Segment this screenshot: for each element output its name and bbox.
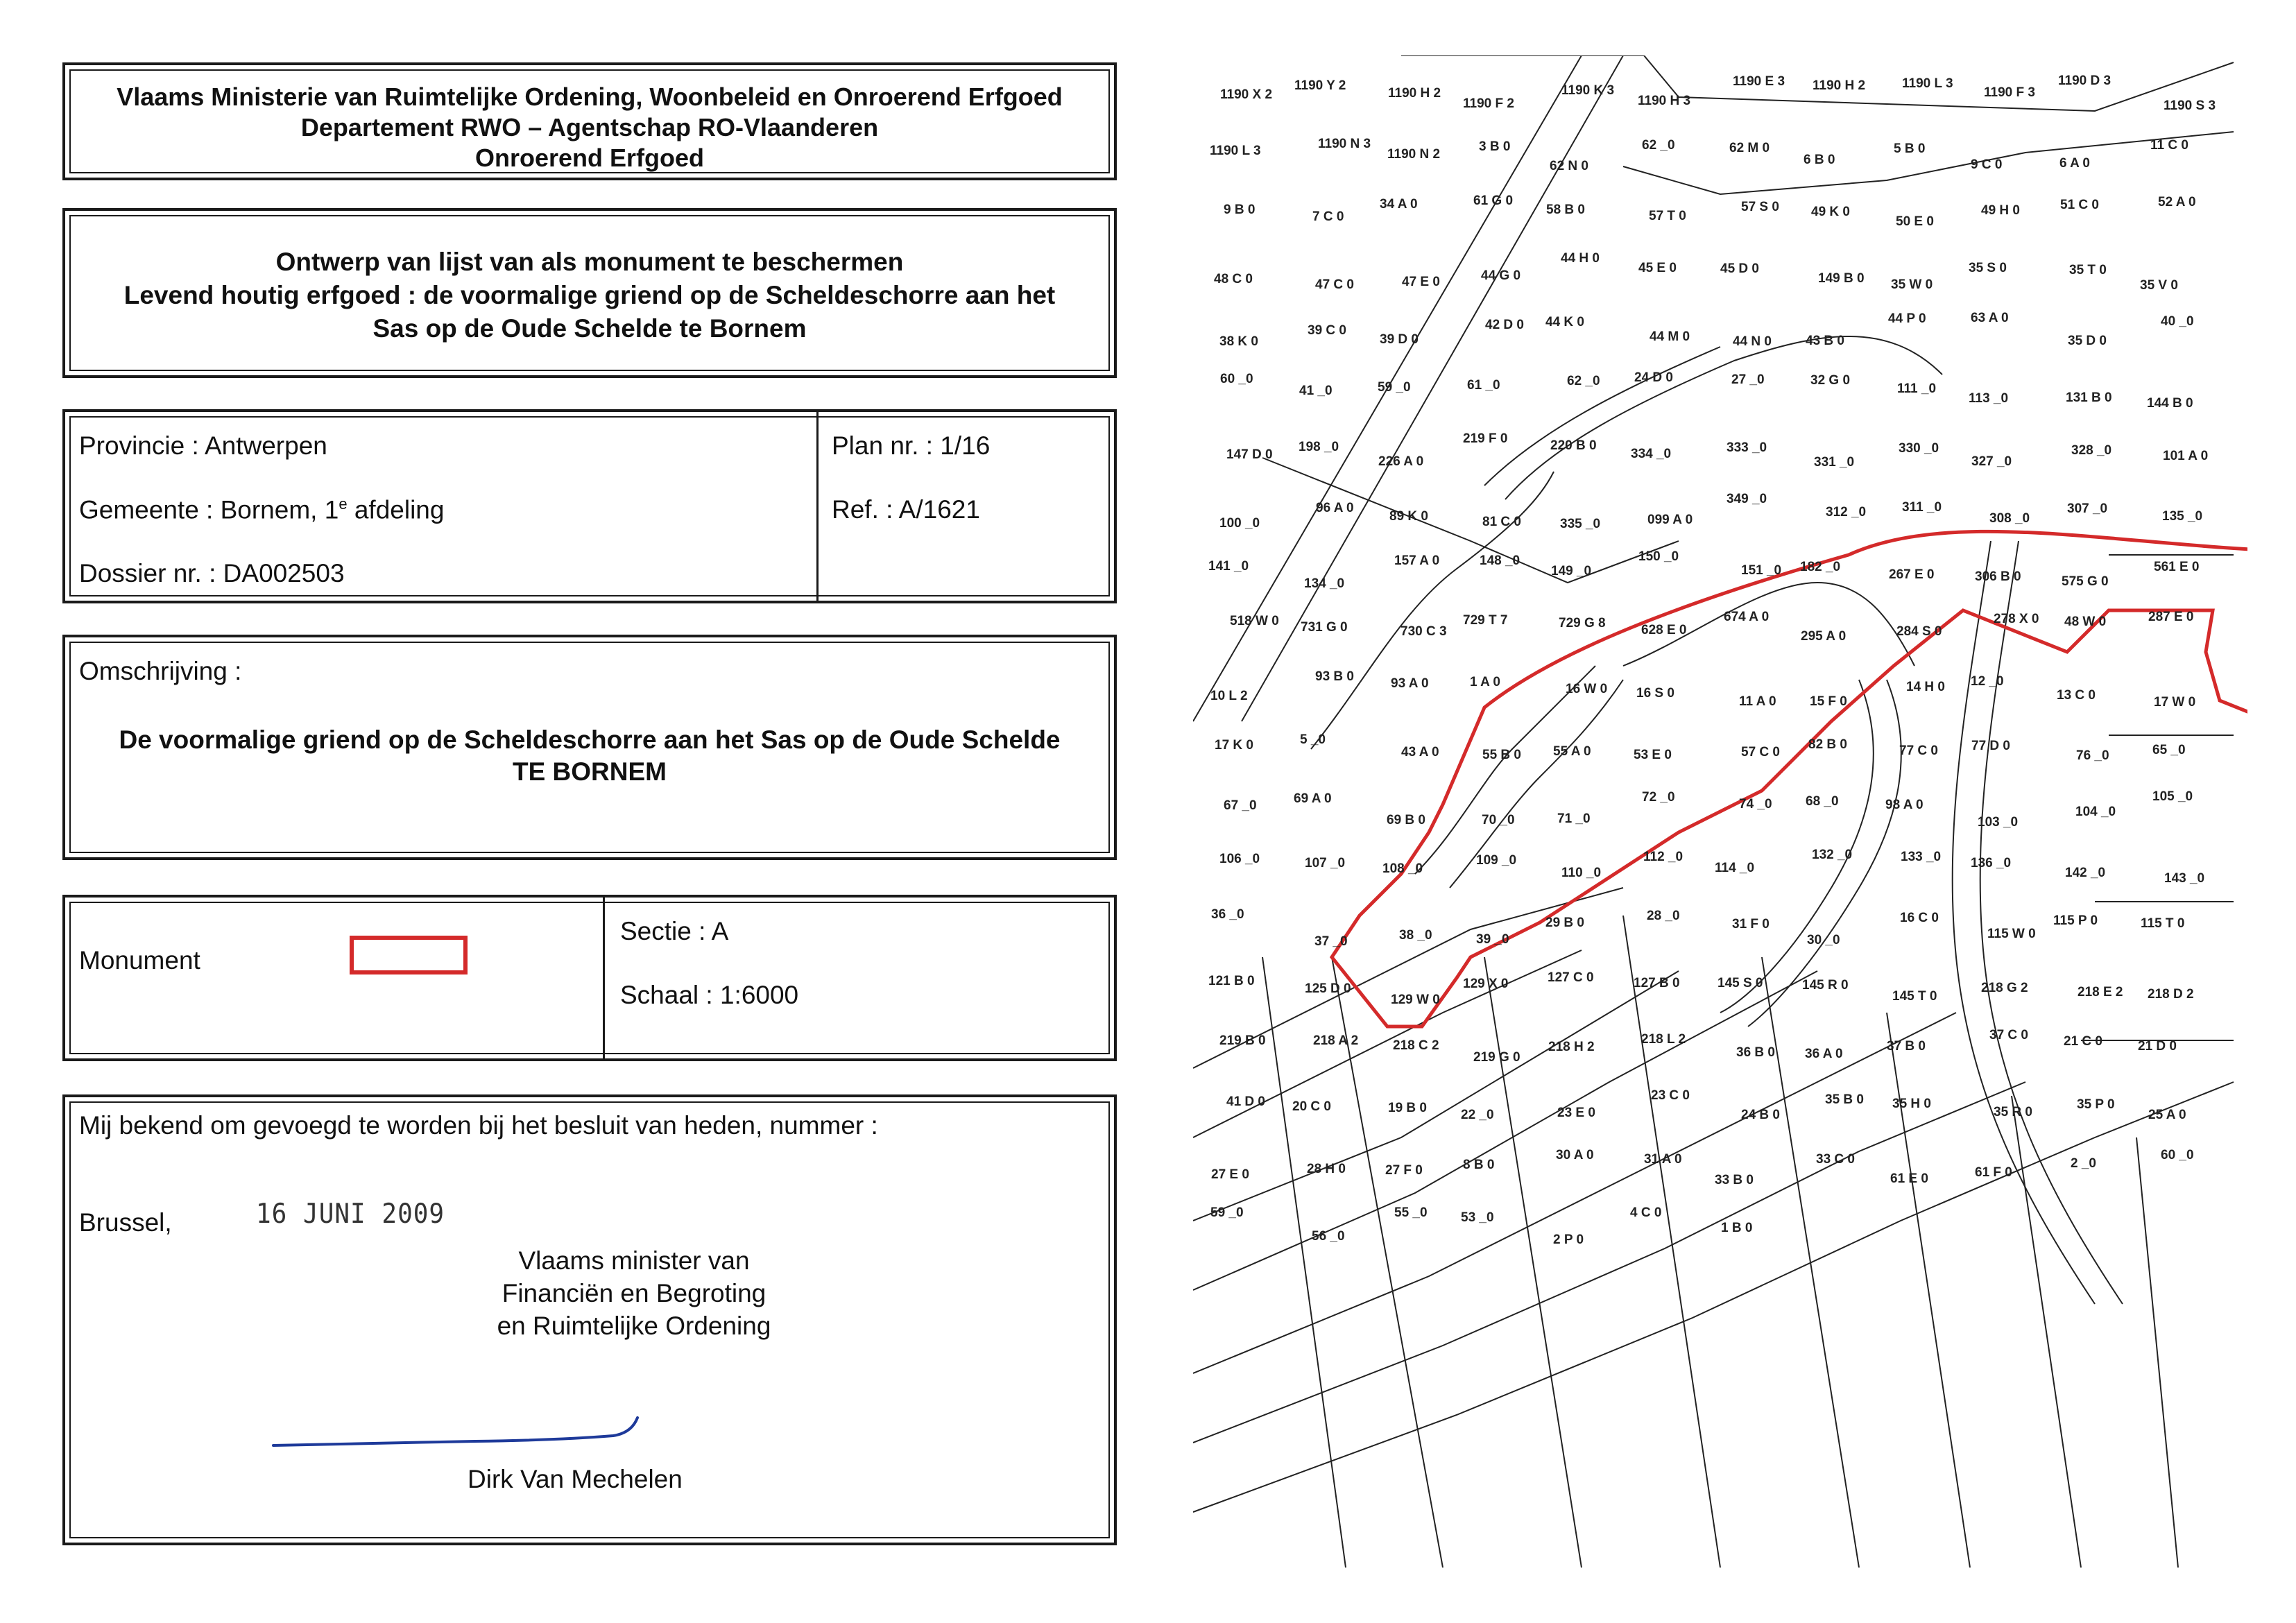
parcel-label: 25 A 0 xyxy=(2148,1108,2186,1122)
parcel-label: 36 B 0 xyxy=(1736,1045,1775,1060)
legend-divider xyxy=(603,898,605,1058)
parcel-label: 44 K 0 xyxy=(1545,315,1584,329)
monument-label: Monument xyxy=(79,946,200,974)
parcel-label: 150 _0 xyxy=(1638,549,1679,564)
parcel-label: 311 _0 xyxy=(1902,500,1942,515)
parcel-label: 1190 D 3 xyxy=(2058,74,2111,88)
parcel-label: 62 M 0 xyxy=(1729,141,1770,155)
parcel-label: 1190 S 3 xyxy=(2164,98,2216,113)
parcel-label: 41 _0 xyxy=(1299,384,1333,398)
parcel-label: 33 B 0 xyxy=(1715,1173,1754,1187)
parcel-label: 31 A 0 xyxy=(1644,1152,1682,1167)
gemeente-sup: e xyxy=(339,495,348,513)
parcel-label: 1190 Y 2 xyxy=(1294,78,1346,93)
parcel-label: 51 C 0 xyxy=(2060,198,2099,212)
dossier-field: Dossier nr. : DA002503 xyxy=(79,559,345,587)
parcel-label: 131 B 0 xyxy=(2066,390,2112,405)
parcel-label: 76 _0 xyxy=(2076,748,2109,763)
approval-statement: Mij bekend om gevoegd te worden bij het besluit van heden, nummer : xyxy=(79,1111,878,1140)
parcel-label: 2 _0 xyxy=(2071,1156,2096,1171)
parcel-label: 45 E 0 xyxy=(1638,261,1677,275)
parcel-label: 55 B 0 xyxy=(1482,748,1521,762)
parcel-label: 5 _0 xyxy=(1300,732,1326,747)
parcel-label: 56 _0 xyxy=(1312,1229,1345,1244)
parcel-label: 69 A 0 xyxy=(1294,791,1332,806)
parcel-label: 729 G 8 xyxy=(1559,616,1606,630)
parcel-label: 147 D 0 xyxy=(1226,447,1273,462)
parcel-label: 48 W 0 xyxy=(2064,615,2107,629)
parcel-label: 278 X 0 xyxy=(1994,612,2039,626)
parcel-label: 115 P 0 xyxy=(2053,913,2098,928)
parcel-label: 9 B 0 xyxy=(1224,203,1256,217)
parcel-label: 62 _0 xyxy=(1642,138,1675,153)
parcel-label: 70 _0 xyxy=(1482,813,1515,827)
parcel-label: 60 _0 xyxy=(2161,1148,2194,1162)
parcel-label: 28 H 0 xyxy=(1307,1162,1346,1176)
description-text xyxy=(65,724,1114,788)
parcel-label: 218 D 2 xyxy=(2148,987,2194,1002)
parcel-label: 53 E 0 xyxy=(1634,748,1672,762)
parcel-label: 331 _0 xyxy=(1814,455,1855,470)
parcel-label: 1190 H 3 xyxy=(1638,94,1691,108)
parcel-label: 15 F 0 xyxy=(1810,694,1847,709)
gemeente-field xyxy=(79,495,444,524)
parcel-label: 134 _0 xyxy=(1304,576,1345,591)
parcel-label: 45 D 0 xyxy=(1720,261,1759,276)
parcel-label: 219 F 0 xyxy=(1463,431,1508,446)
parcel-label: 60 _0 xyxy=(1220,372,1253,386)
minister-line3: en Ruimtelijke Ordening xyxy=(497,1312,771,1340)
parcel-label: 82 B 0 xyxy=(1808,737,1847,752)
agency-title: Onroerend Erfgoed xyxy=(474,144,705,172)
parcel-label: 1190 F 3 xyxy=(1984,85,2035,100)
parcel-label: 35 W 0 xyxy=(1891,277,1933,292)
parcel-label: 099 A 0 xyxy=(1647,513,1693,527)
parcel-label: 69 B 0 xyxy=(1387,813,1425,827)
parcel-label: 9 C 0 xyxy=(1971,157,2003,172)
parcel-label: 4 C 0 xyxy=(1630,1205,1662,1220)
parcel-label: 151 _0 xyxy=(1741,563,1782,578)
parcel-label: 149 B 0 xyxy=(1818,271,1865,286)
parcel-label: 41 D 0 xyxy=(1226,1094,1265,1109)
parcel-label: 59 _0 xyxy=(1378,380,1411,395)
date-stamp: 16 JUNI 2009 xyxy=(256,1198,445,1230)
parcel-label: 38 K 0 xyxy=(1219,334,1258,349)
parcel-label: 11 C 0 xyxy=(2150,138,2188,153)
parcel-label: 135 _0 xyxy=(2162,509,2203,524)
parcel-label: 59 _0 xyxy=(1210,1205,1244,1220)
parcel-label: 57 T 0 xyxy=(1649,209,1686,223)
parcel-label: 129 W 0 xyxy=(1391,993,1440,1007)
parcel-label: 1190 X 2 xyxy=(1220,87,1273,102)
parcel-label: 113 _0 xyxy=(1969,391,2009,406)
project-title-line1: Ontwerp van lijst van als monument te beschermen xyxy=(275,248,904,276)
parcel-label: 35 S 0 xyxy=(1969,261,2007,275)
parcel-label: 730 C 3 xyxy=(1400,624,1447,639)
parcel-label: 127 C 0 xyxy=(1548,970,1594,985)
parcel-label: 110 _0 xyxy=(1561,866,1602,880)
parcel-labels xyxy=(1208,74,2216,1247)
parcel-label: 55 _0 xyxy=(1394,1205,1428,1220)
parcel-label: 77 D 0 xyxy=(1971,739,2010,753)
parcel-label: 10 L 2 xyxy=(1210,689,1248,703)
parcel-label: 218 H 2 xyxy=(1548,1040,1595,1054)
parcel-label: 148 _0 xyxy=(1480,553,1520,568)
parcel-label: 52 A 0 xyxy=(2158,195,2196,209)
parcel-label: 58 B 0 xyxy=(1546,203,1585,217)
ref-field: Ref. : A/1621 xyxy=(832,495,980,524)
parcel-label: 21 D 0 xyxy=(2138,1039,2177,1054)
parcel-label: 308 _0 xyxy=(1989,511,2030,526)
parcel-label: 16 W 0 xyxy=(1566,682,1608,696)
parcel-label: 127 B 0 xyxy=(1634,976,1680,990)
parcel-label: 67 _0 xyxy=(1224,798,1257,813)
monument-boundary xyxy=(1332,531,2247,1027)
parcel-label: 112 _0 xyxy=(1643,850,1684,864)
parcel-label: 37 B 0 xyxy=(1887,1039,1926,1054)
description-line2: TE BORNEM xyxy=(513,757,667,786)
parcel-label: 23 E 0 xyxy=(1557,1106,1595,1120)
parcel-label: 108 _0 xyxy=(1382,861,1423,876)
parcel-label: 81 C 0 xyxy=(1482,515,1521,529)
parcel-label: 11 A 0 xyxy=(1739,694,1776,709)
parcel-label: 65 _0 xyxy=(2152,743,2186,757)
sectie-field: Sectie : A xyxy=(620,917,729,945)
parcel-label: 72 _0 xyxy=(1642,790,1675,805)
parcel-label: 674 A 0 xyxy=(1724,610,1770,624)
parcel-label: 43 A 0 xyxy=(1401,745,1439,759)
parcel-label: 198 _0 xyxy=(1299,440,1339,454)
parcel-label: 226 A 0 xyxy=(1378,454,1424,469)
parcel-label: 7 C 0 xyxy=(1312,209,1344,224)
parcel-label: 3 B 0 xyxy=(1479,139,1511,154)
parcel-label: 12 _0 xyxy=(1971,674,2004,689)
parcel-label: 44 P 0 xyxy=(1888,311,1926,326)
parcel-label: 57 S 0 xyxy=(1741,200,1779,214)
parcel-label: 30 _0 xyxy=(1807,933,1840,947)
parcel-label: 29 B 0 xyxy=(1545,916,1584,930)
parcel-label: 109 _0 xyxy=(1476,853,1517,868)
parcel-label: 13 C 0 xyxy=(2057,688,2096,703)
parcel-label: 1 B 0 xyxy=(1721,1221,1753,1235)
plan-field: Plan nr. : 1/16 xyxy=(832,431,991,460)
parcel-label: 61 E 0 xyxy=(1890,1171,1928,1186)
parcel-label: 349 _0 xyxy=(1727,492,1767,506)
parcel-label: 157 A 0 xyxy=(1394,553,1440,568)
parcel-label: 575 G 0 xyxy=(2062,574,2109,589)
parcel-label: 35 T 0 xyxy=(2069,263,2107,277)
parcel-label: 267 E 0 xyxy=(1889,567,1935,582)
parcel-label: 35 H 0 xyxy=(1892,1097,1931,1111)
parcel-label: 55 A 0 xyxy=(1553,744,1591,759)
parcel-label: 1 A 0 xyxy=(1470,675,1501,689)
parcel-label: 62 _0 xyxy=(1567,374,1600,388)
parcel-label: 40 _0 xyxy=(2161,314,2194,329)
parcel-label: 219 B 0 xyxy=(1219,1033,1266,1048)
parcel-label: 34 A 0 xyxy=(1380,197,1418,212)
gemeente-text: Gemeente : Bornem, 1 xyxy=(79,495,339,524)
parcel-label: 61 G 0 xyxy=(1473,194,1514,208)
parcel-label: 27 _0 xyxy=(1731,372,1765,387)
parcel-label: 141 _0 xyxy=(1208,559,1249,574)
parcel-label: 145 S 0 xyxy=(1717,976,1763,990)
parcel-label: 143 _0 xyxy=(2164,871,2205,886)
parcel-label: 100 _0 xyxy=(1219,516,1260,531)
parcel-label: 1190 E 3 xyxy=(1733,74,1785,89)
cadastral-map xyxy=(1193,55,2247,1568)
parcel-label: 61 _0 xyxy=(1467,378,1500,393)
parcel-label: 1190 L 3 xyxy=(1902,76,1953,91)
parcel-label: 2 P 0 xyxy=(1553,1233,1584,1247)
parcel-label: 42 D 0 xyxy=(1485,318,1524,332)
parcel-label: 48 C 0 xyxy=(1214,272,1253,286)
parcel-label: 63 A 0 xyxy=(1971,311,2009,325)
parcel-label: 125 D 0 xyxy=(1305,981,1351,996)
parcel-label: 284 S 0 xyxy=(1896,624,1942,639)
parcel-label: 57 C 0 xyxy=(1741,745,1780,759)
header-box xyxy=(62,62,1117,180)
signature xyxy=(266,1402,655,1458)
parcel-label: 1190 N 2 xyxy=(1387,147,1441,162)
parcel-label: 17 W 0 xyxy=(2154,695,2196,710)
parcel-label: 8 B 0 xyxy=(1463,1158,1495,1172)
parcel-label: 334 _0 xyxy=(1631,447,1672,461)
description-line1: De voormalige griend op de Scheldeschorre aan het Sas op de Oude Schelde xyxy=(119,725,1061,754)
parcel-label: 96 A 0 xyxy=(1316,501,1354,515)
parcel-label: 16 C 0 xyxy=(1900,911,1939,925)
parcel-label: 30 A 0 xyxy=(1556,1148,1594,1162)
parcel-label: 628 E 0 xyxy=(1641,623,1687,637)
parcel-label: 44 M 0 xyxy=(1650,329,1690,344)
parcel-label: 36 _0 xyxy=(1211,907,1244,922)
parcel-label: 307 _0 xyxy=(2067,501,2108,516)
parcel-label: 518 W 0 xyxy=(1230,614,1279,628)
parcel-label: 115 W 0 xyxy=(1987,927,2036,941)
legend-box xyxy=(62,895,1117,1061)
parcel-label: 71 _0 xyxy=(1557,812,1591,826)
parcel-label: 22 _0 xyxy=(1461,1108,1494,1122)
parcel-label: 115 T 0 xyxy=(2141,916,2185,931)
parcel-label: 218 C 2 xyxy=(1393,1038,1439,1053)
parcel-label: 62 N 0 xyxy=(1550,159,1588,173)
parcel-label: 89 K 0 xyxy=(1389,509,1428,524)
parcel-label: 44 G 0 xyxy=(1481,268,1521,283)
parcel-label: 1190 H 2 xyxy=(1813,78,1866,93)
minister-title xyxy=(391,1244,877,1342)
description-label: Omschrijving : xyxy=(79,657,242,685)
parcel-label: 218 A 2 xyxy=(1313,1033,1359,1048)
gemeente-afdeling: afdeling xyxy=(347,495,445,524)
parcel-label: 312 _0 xyxy=(1826,505,1867,519)
parcel-label: 27 F 0 xyxy=(1385,1163,1423,1178)
parcel-label: 98 A 0 xyxy=(1885,798,1924,812)
parcel-label: 327 _0 xyxy=(1971,454,2012,469)
parcel-label: 47 E 0 xyxy=(1402,275,1440,289)
parcel-label: 1190 F 2 xyxy=(1463,96,1514,111)
minister-name: Dirk Van Mechelen xyxy=(468,1465,683,1493)
parcel-label: 1190 N 3 xyxy=(1318,137,1371,151)
parcel-label: 44 N 0 xyxy=(1733,334,1772,349)
parcel-label: 50 E 0 xyxy=(1896,214,1934,229)
parcel-label: 39 C 0 xyxy=(1308,323,1346,338)
parcel-label: 111 _0 xyxy=(1897,381,1937,396)
schaal-field: Schaal : 1:6000 xyxy=(620,981,799,1009)
parcel-label: 6 B 0 xyxy=(1804,153,1835,167)
parcel-label: 218 E 2 xyxy=(2077,985,2123,999)
project-box xyxy=(62,208,1117,378)
parcel-label: 24 B 0 xyxy=(1741,1108,1780,1122)
parcel-label: 27 E 0 xyxy=(1211,1167,1249,1182)
parcel-label: 1190 K 3 xyxy=(1561,83,1615,98)
parcel-label: 39 _0 xyxy=(1476,932,1509,947)
parcel-label: 333 _0 xyxy=(1727,440,1767,455)
parcel-label: 145 T 0 xyxy=(1892,989,1937,1004)
parcel-label: 220 B 0 xyxy=(1550,438,1597,453)
parcel-label: 23 C 0 xyxy=(1651,1088,1690,1103)
parcel-label: 61 F 0 xyxy=(1975,1165,2012,1180)
parcel-label: 145 R 0 xyxy=(1802,978,1849,993)
parcel-label: 144 B 0 xyxy=(2147,396,2193,411)
parcel-label: 218 L 2 xyxy=(1641,1032,1686,1047)
provincie-field: Provincie : Antwerpen xyxy=(79,431,327,460)
project-title-line2: Levend houtig erfgoed : de voormalige griend op de Scheldeschorre aan het xyxy=(123,281,1056,309)
parcel-label: 44 H 0 xyxy=(1561,251,1600,266)
parcel-label: 5 B 0 xyxy=(1894,141,1926,156)
parcel-label: 103 _0 xyxy=(1978,815,2019,830)
parcel-label: 330 _0 xyxy=(1899,441,1939,456)
parcel-label: 16 S 0 xyxy=(1636,686,1674,701)
parcel-label: 328 _0 xyxy=(2071,443,2112,458)
parcel-label: 53 _0 xyxy=(1461,1210,1494,1225)
city-field: Brussel, xyxy=(79,1208,172,1237)
parcel-label: 132 _0 xyxy=(1812,848,1853,862)
parcel-label: 142 _0 xyxy=(2065,866,2106,880)
parcel-label: 106 _0 xyxy=(1219,852,1260,866)
parcel-label: 335 _0 xyxy=(1560,517,1601,531)
parcel-label: 1190 H 2 xyxy=(1388,86,1441,101)
project-title-line3: Sas op de Oude Schelde te Bornem xyxy=(372,314,807,343)
parcel-label: 31 F 0 xyxy=(1732,917,1770,931)
parcel-label: 35 P 0 xyxy=(2077,1097,2115,1112)
parcel-label: 37 _0 xyxy=(1314,934,1348,949)
parcel-label: 20 C 0 xyxy=(1292,1099,1331,1114)
parcel-label: 74 _0 xyxy=(1739,797,1772,812)
parcel-label: 17 K 0 xyxy=(1215,738,1253,753)
parcel-label: 33 C 0 xyxy=(1816,1152,1855,1167)
parcel-label: 105 _0 xyxy=(2152,789,2193,804)
parcel-label: 32 G 0 xyxy=(1810,373,1851,388)
parcel-label: 49 H 0 xyxy=(1981,203,2020,218)
parcel-label: 19 B 0 xyxy=(1388,1101,1427,1115)
minister-line1: Vlaams minister van xyxy=(518,1246,750,1275)
parcel-label: 43 B 0 xyxy=(1806,334,1844,348)
monument-legend-swatch xyxy=(350,936,468,974)
parcel-label: 121 B 0 xyxy=(1208,974,1255,988)
parcel-label: 77 C 0 xyxy=(1899,744,1938,758)
info-box xyxy=(62,409,1117,603)
parcel-label: 219 G 0 xyxy=(1473,1050,1520,1065)
parcel-label: 287 E 0 xyxy=(2148,610,2194,624)
parcel-label: 114 _0 xyxy=(1715,861,1755,875)
parcel-label: 136 _0 xyxy=(1971,856,2012,870)
parcel-label: 6 A 0 xyxy=(2059,156,2091,171)
parcel-label: 149 _0 xyxy=(1551,564,1592,578)
parcel-label: 14 H 0 xyxy=(1906,680,1945,694)
parcel-label: 24 D 0 xyxy=(1634,370,1673,385)
parcel-label: 47 C 0 xyxy=(1315,277,1354,292)
parcel-label: 561 E 0 xyxy=(2154,560,2200,574)
minister-line2: Financiën en Begroting xyxy=(502,1279,766,1307)
parcel-label: 68 _0 xyxy=(1806,794,1839,809)
parcel-label: 218 G 2 xyxy=(1981,981,2028,995)
parcel-label: 1190 L 3 xyxy=(1210,144,1261,158)
parcel-label: 37 C 0 xyxy=(1989,1028,2028,1042)
parcel-label: 731 G 0 xyxy=(1301,620,1348,635)
parcel-label: 182 _0 xyxy=(1800,560,1841,574)
parcel-label: 104 _0 xyxy=(2075,805,2116,819)
parcel-label: 49 K 0 xyxy=(1811,205,1850,219)
info-divider xyxy=(816,412,819,601)
parcel-label: 35 R 0 xyxy=(1994,1105,2032,1119)
approval-box xyxy=(62,1094,1117,1545)
parcel-label: 129 X 0 xyxy=(1463,977,1509,991)
parcel-label: 107 _0 xyxy=(1305,856,1346,870)
description-box xyxy=(62,635,1117,860)
parcel-label: 36 A 0 xyxy=(1805,1047,1843,1061)
parcel-label: 21 C 0 xyxy=(2064,1034,2102,1049)
parcel-label: 35 D 0 xyxy=(2068,334,2107,348)
parcel-label: 38 _0 xyxy=(1399,928,1432,943)
department-title: Departement RWO – Agentschap RO-Vlaanderen xyxy=(300,113,879,141)
ministry-title: Vlaams Ministerie van Ruimtelijke Ordening, Woonbeleid en Onroerend Erfgoed xyxy=(117,83,1063,111)
parcel-label: 28 _0 xyxy=(1647,909,1680,923)
parcel-label: 306 B 0 xyxy=(1975,569,2021,584)
parcel-label: 133 _0 xyxy=(1901,850,1942,864)
parcel-label: 101 A 0 xyxy=(2163,449,2209,463)
parcel-label: 35 V 0 xyxy=(2140,278,2178,293)
parcel-label: 729 T 7 xyxy=(1463,613,1508,628)
parcel-label: 295 A 0 xyxy=(1801,629,1847,644)
parcel-label: 39 D 0 xyxy=(1380,332,1419,347)
parcel-label: 93 B 0 xyxy=(1315,669,1354,684)
parcel-label: 35 B 0 xyxy=(1825,1092,1864,1107)
parcel-label: 93 A 0 xyxy=(1391,676,1429,691)
